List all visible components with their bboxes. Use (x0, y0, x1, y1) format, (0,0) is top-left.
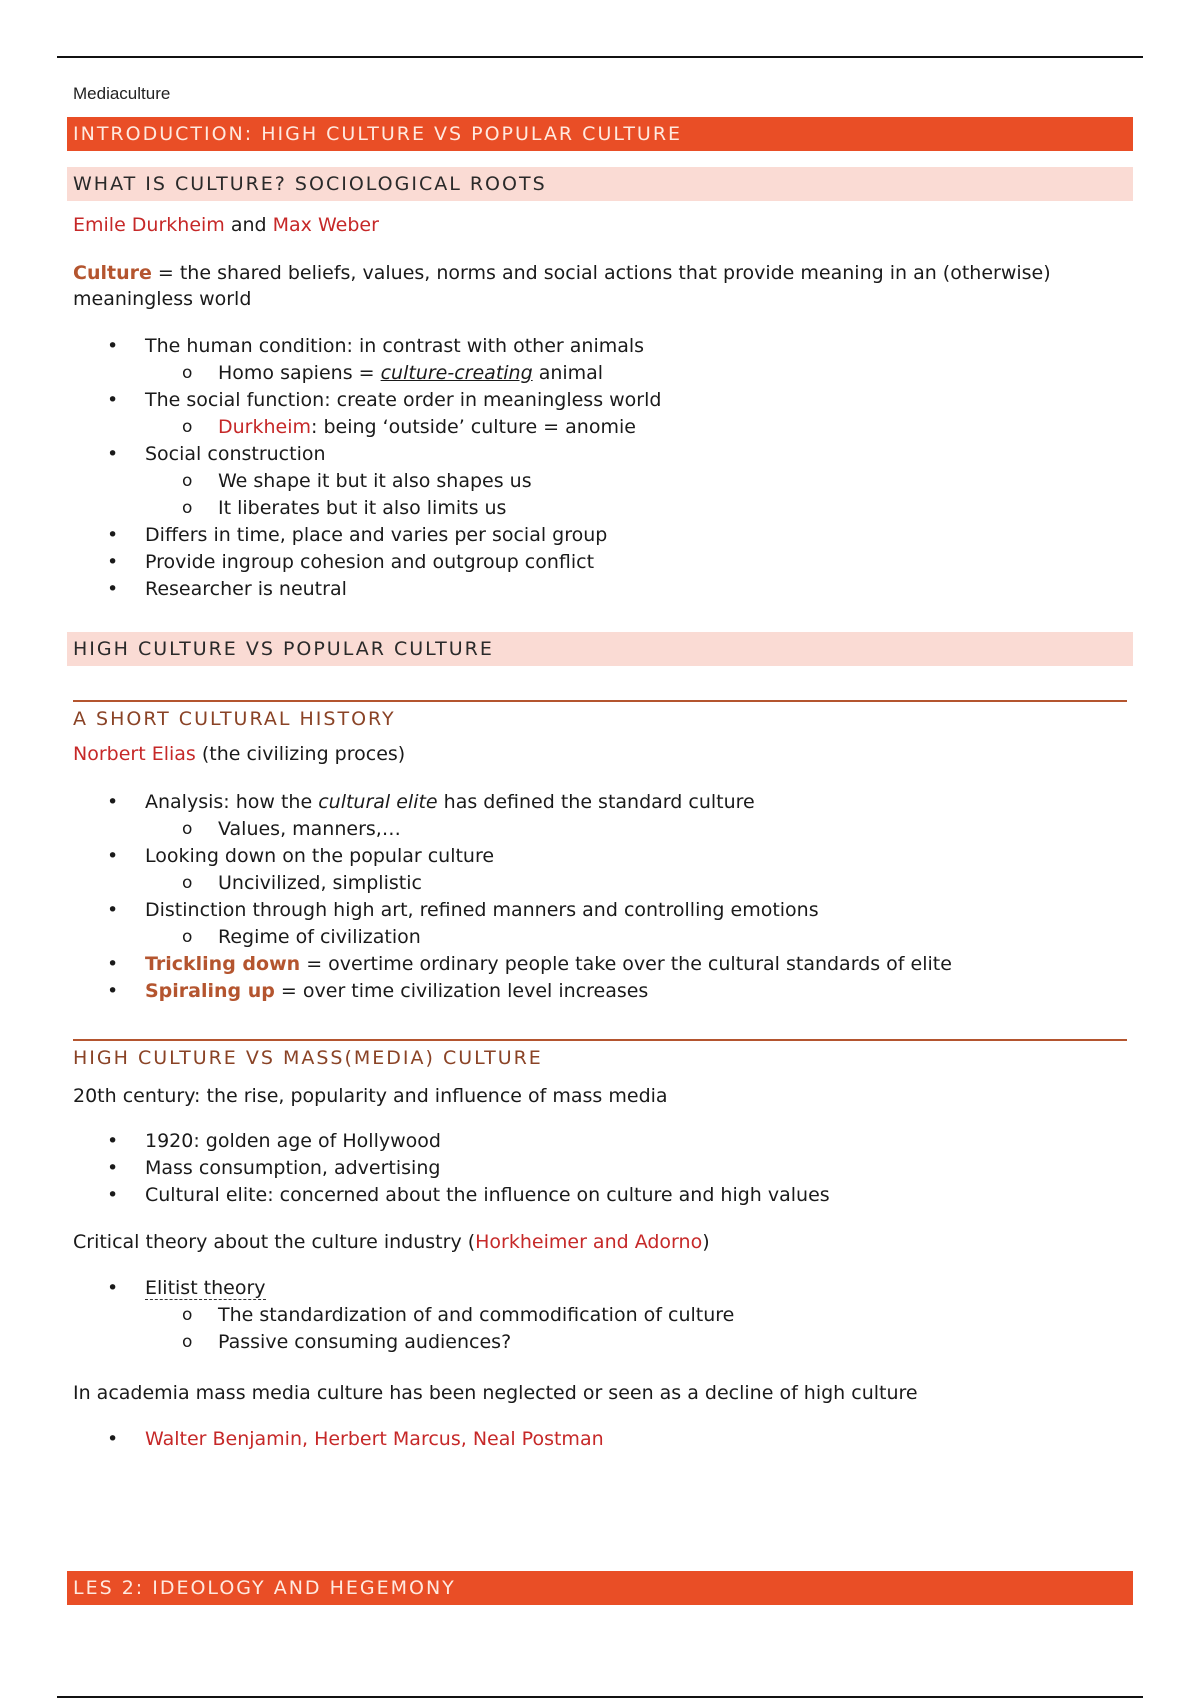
list-item-text: Mass consumption, advertising (145, 1157, 441, 1179)
culture-definition (73, 260, 1133, 312)
list-item-text: animal (532, 362, 604, 384)
list-item (0, 549, 661, 576)
authors-and: and (224, 214, 273, 236)
list-item-text: The human condition: in contrast with other animals (145, 335, 645, 357)
authors-line (73, 212, 1133, 238)
list-item (0, 789, 952, 816)
list-item (0, 333, 661, 360)
authors-horkheimer-adorno: Horkheimer and Adorno (475, 1231, 703, 1253)
list-item (0, 1302, 734, 1329)
list-item (0, 924, 952, 951)
list-item-text: Analysis: how the (145, 791, 319, 813)
list-item (0, 1426, 604, 1453)
critical-theory-text: Critical theory about the culture industry ( (73, 1231, 476, 1253)
list-item-text: Researcher is neutral (145, 578, 347, 600)
list-item (0, 387, 661, 414)
trickling-down-term: Trickling down (145, 953, 301, 975)
twentieth-century-line: 20th century: the rise, popularity and influence of mass media (73, 1085, 668, 1107)
list-item (0, 1275, 734, 1302)
critical-theory-close: ) (702, 1231, 710, 1253)
academia-line: In academia mass media culture has been neglected or seen as a decline of high culture (73, 1382, 918, 1404)
section-heading-high-vs-popular: HIGH CULTURE VS POPULAR CULTURE (67, 632, 1133, 666)
bottom-rule (57, 1696, 1143, 1698)
list-item (0, 360, 661, 387)
authors-bullet-list (0, 1426, 604, 1453)
list-item-text: has defined the standard culture (437, 791, 755, 813)
list-item (0, 495, 661, 522)
list-item-text: Provide ingroup cohesion and outgroup conflict (145, 551, 595, 573)
list-item (0, 468, 661, 495)
list-item-text: Passive consuming audiences? (218, 1331, 512, 1353)
list-item-text: Homo sapiens = (218, 362, 381, 384)
list-item (0, 978, 952, 1005)
list-item (0, 816, 952, 843)
list-item (0, 1128, 830, 1155)
list-item (0, 1329, 734, 1356)
culture-creating-emphasis: culture-creating (380, 362, 533, 384)
list-item-text: = over time civilization level increases (274, 980, 649, 1002)
list-item-text: Distinction through high art, refined manners and controlling emotions (145, 899, 819, 921)
elias-line (73, 741, 1133, 767)
authors-benjamin-marcus-postman: Walter Benjamin, Herbert Marcus, Neal Postman (145, 1428, 604, 1450)
subheading-cultural-history: A SHORT CULTURAL HISTORY (73, 700, 1127, 730)
history-bullet-list (0, 789, 952, 1005)
critical-theory-line (73, 1229, 1133, 1255)
author-weber: Max Weber (272, 214, 379, 236)
list-item (0, 522, 661, 549)
section-heading-culture: WHAT IS CULTURE? SOCIOLOGICAL ROOTS (67, 167, 1133, 201)
les2-banner: LES 2: IDEOLOGY AND HEGEMONY (67, 1571, 1133, 1605)
list-item-text: = overtime ordinary people take over the cultural standards of elite (300, 953, 952, 975)
list-item (0, 897, 952, 924)
page-title: Mediaculture (73, 84, 171, 103)
cultural-elite-emphasis: cultural elite (318, 791, 438, 813)
list-item-text: Uncivilized, simplistic (218, 872, 422, 894)
spiraling-up-term: Spiraling up (145, 980, 275, 1002)
list-item (0, 870, 952, 897)
list-item-text: It liberates but it also limits us (218, 497, 507, 519)
list-item-text: : being ‘outside’ culture = anomie (311, 416, 636, 438)
list-item (0, 1182, 830, 1209)
list-item-text: Social construction (145, 443, 326, 465)
author-durkheim-inline: Durkheim (218, 416, 312, 438)
culture-term: Culture (73, 262, 152, 284)
top-rule (57, 56, 1143, 58)
list-item-text: Values, manners,… (218, 818, 401, 840)
culture-bullet-list (0, 333, 661, 603)
elitist-theory-label: Elitist theory (145, 1277, 266, 1299)
mass-media-bullet-list (0, 1128, 830, 1209)
list-item-text: 1920: golden age of Hollywood (145, 1130, 441, 1152)
list-item (0, 843, 952, 870)
list-item-text: Regime of civilization (218, 926, 421, 948)
culture-definition-text: = the shared beliefs, values, norms and social actions that provide meaning in an (otherwise) meaningless world (73, 262, 1051, 310)
list-item-text: We shape it but it also shapes us (218, 470, 532, 492)
list-item-text: The social function: create order in meaningless world (145, 389, 662, 411)
list-item-text: The standardization of and commodification of culture (218, 1304, 735, 1326)
list-item (0, 951, 952, 978)
list-item (0, 1155, 830, 1182)
elias-text: (the civilizing proces) (195, 743, 406, 765)
list-item-text: Differs in time, place and varies per social group (145, 524, 608, 546)
list-item-text: Cultural elite: concerned about the influence on culture and high values (145, 1184, 830, 1206)
intro-banner: INTRODUCTION: HIGH CULTURE VS POPULAR CULTURE (67, 117, 1133, 151)
author-durkheim: Emile Durkheim (73, 214, 225, 236)
subheading-mass-media-culture: HIGH CULTURE VS MASS(MEDIA) CULTURE (73, 1039, 1127, 1069)
author-elias: Norbert Elias (73, 743, 196, 765)
list-item (0, 441, 661, 468)
elitist-bullet-list (0, 1275, 734, 1356)
list-item (0, 414, 661, 441)
list-item-text: Looking down on the popular culture (145, 845, 495, 867)
list-item (0, 576, 661, 603)
